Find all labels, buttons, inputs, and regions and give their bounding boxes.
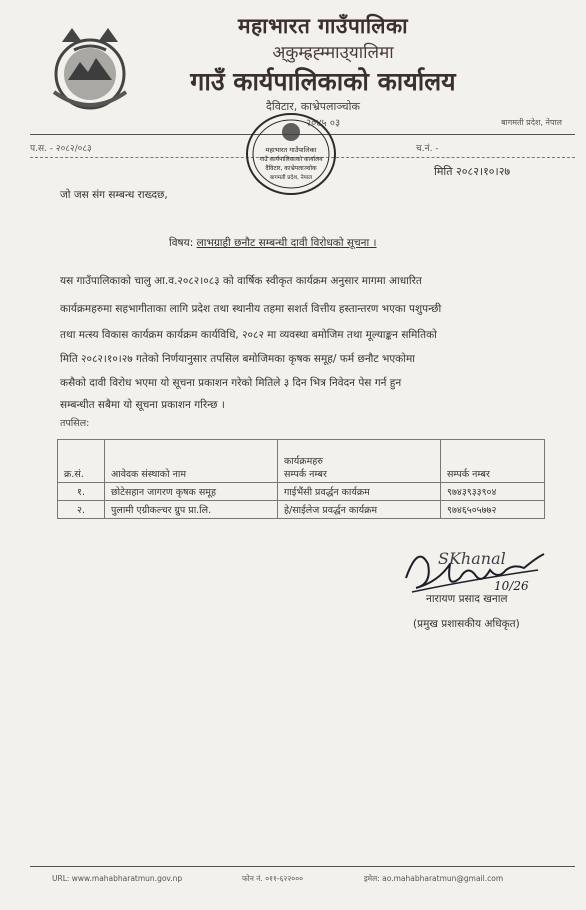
- stamp-line-1: महाभारत गाउँपालिका: [265, 146, 317, 154]
- header-organization: आवेदक संस्थाको नाम: [105, 440, 278, 483]
- body-line: कार्यक्रमहरुमा सहभागीताका लागि प्रदेश तथा स्थानीय तहमा सशर्त वित्तीय हस्तान्तरण भएका पशुपन्छी: [60, 303, 442, 315]
- province-name: बागमती प्रदेश, नेपाल: [501, 118, 562, 127]
- salutation: जो जस संग सम्बन्ध राख्दछ,: [60, 189, 168, 201]
- header-program-line-2: सम्पर्क नम्बर: [284, 469, 327, 480]
- municipality-name: महाभारत गाउँपालिका: [237, 14, 409, 38]
- dispatch-number: च.नं. -: [416, 144, 439, 154]
- beneficiary-table: [57, 439, 545, 519]
- body-line: मिति २०८२।१०।२७ गतेको निर्णयानुसार तपसिल बमोजिमका कृषक समूह/ फर्म छनौट भएकोमा: [60, 353, 415, 365]
- row-serial: १.: [58, 483, 105, 501]
- header-program: [278, 440, 441, 483]
- stamp-line-3: दैविटार, काभ्रेपलाञ्चोक: [265, 165, 317, 172]
- header-serial: क्र.सं.: [58, 440, 105, 483]
- row-program: हे/साईलेज प्रवर्द्धन कार्यक्रम: [278, 501, 441, 519]
- subject-prefix: विषय:: [169, 237, 194, 249]
- footer-divider: [30, 866, 575, 867]
- row-serial: २.: [58, 501, 105, 519]
- table-header-row: [58, 440, 545, 483]
- subject-text: लाभग्राही छनौट सम्बन्धी दावी विरोधको सूचना ।: [196, 237, 377, 249]
- office-stamp: [245, 112, 337, 196]
- row-program: गाईभैंसी प्रवर्द्धन कार्यक्रम: [278, 483, 441, 501]
- municipality-name-alt-script: अ्कुम्ह्रह्म्माउ्यालिमा: [272, 43, 394, 63]
- office-address: दैविटार, काभ्रेपलाञ्चोक: [266, 100, 360, 113]
- office-name: गाउँ कार्यपालिकाको कार्यालय: [190, 67, 456, 96]
- row-contact: ९७४३९३३९०४: [441, 483, 545, 501]
- body-line: तथा मत्स्य विकास कार्यक्रम कार्यक्रम कार्यविधि, २०८२ मा व्यवस्था बमोजिम तथा मूल्याङ्कन समितिको: [60, 329, 437, 341]
- appendix-label: तपसिल:: [60, 418, 90, 429]
- stamp-line-2: गाउँ कार्यपालिकाको कार्यालय: [259, 156, 323, 163]
- row-organization: पुलामी एग्रीकल्चर ग्रुप प्रा.लि.: [105, 501, 278, 519]
- table-row: [58, 483, 545, 501]
- letter-reference-number: प.स. - २०८२/०८३: [30, 144, 92, 154]
- body-line: सम्बन्धीत सबैमा यो सूचना प्रकाशन गरिन्छ ।: [60, 399, 225, 411]
- signer-designation: (प्रमुख प्रशासकीय अधिकृत): [413, 618, 520, 630]
- body-line: कसैको दावी विरोध भएमा यो सूचना प्रकाशन गरेको मितिले ३ दिन भित्र निवेदन पेस गर्न हुन: [60, 377, 402, 389]
- letter-date: मिति २०८२।१०।२७: [434, 165, 511, 178]
- signature-date: 10/26: [494, 579, 529, 593]
- row-organization: छोटेसहान जागरण कृषक समूह: [105, 483, 278, 501]
- table-row: [58, 501, 545, 519]
- footer-url: URL: www.mahabharatmun.gov.np: [52, 874, 183, 883]
- signer-name: नारायण प्रसाद खनाल: [426, 593, 508, 605]
- establishment-year: २०४५ ०३: [305, 118, 341, 129]
- header-contact: सम्पर्क नम्बर: [441, 440, 545, 483]
- body-line: यस गाउँपालिकाको चालु आ.व.२०८२।०८३ को वार्षिक स्वीकृत कार्यक्रम अनुसार मागमा आधारित: [60, 275, 422, 287]
- footer-email: इमेल: ao.mahabharatmun@gmail.com: [364, 874, 504, 883]
- header-program-line-1: कार्यक्रमहरु: [284, 456, 323, 467]
- row-contact: ९७४६५०५७७२: [441, 501, 545, 519]
- stamp-line-4: बागमती प्रदेश, नेपाल: [270, 175, 312, 181]
- signature-scribble: SKhanal: [438, 549, 506, 568]
- footer-phone: फोन नं. ०११-६२२०००: [242, 874, 304, 883]
- subject-line: [169, 236, 377, 250]
